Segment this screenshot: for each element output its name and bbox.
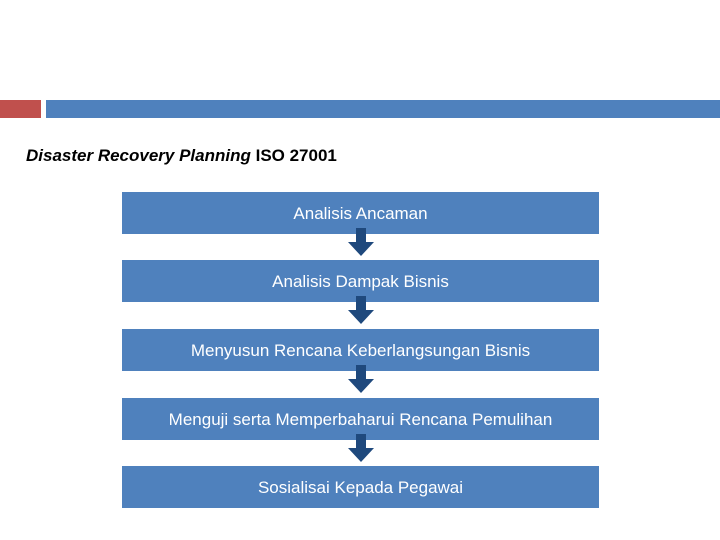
slide-title-plain: ISO 27001	[250, 146, 337, 165]
step-label-4: Menguji serta Memperbaharui Rencana Pemulihan	[168, 409, 553, 429]
step-box-5	[122, 466, 599, 508]
step-label-3: Menyusun Rencana Keberlangsungan Bisnis	[190, 340, 531, 360]
slide-title-italic: Disaster Recovery Planning	[26, 146, 251, 165]
down-arrow-icon	[348, 365, 374, 395]
down-arrow-icon	[348, 228, 374, 258]
step-label-5: Sosialisai Kepada Pegawai	[257, 477, 464, 497]
step-label-1: Analisis Ancaman	[293, 203, 428, 223]
down-arrow-icon	[348, 296, 374, 326]
step-label-2: Analisis Dampak Bisnis	[272, 271, 449, 291]
down-arrow-icon	[348, 434, 374, 464]
